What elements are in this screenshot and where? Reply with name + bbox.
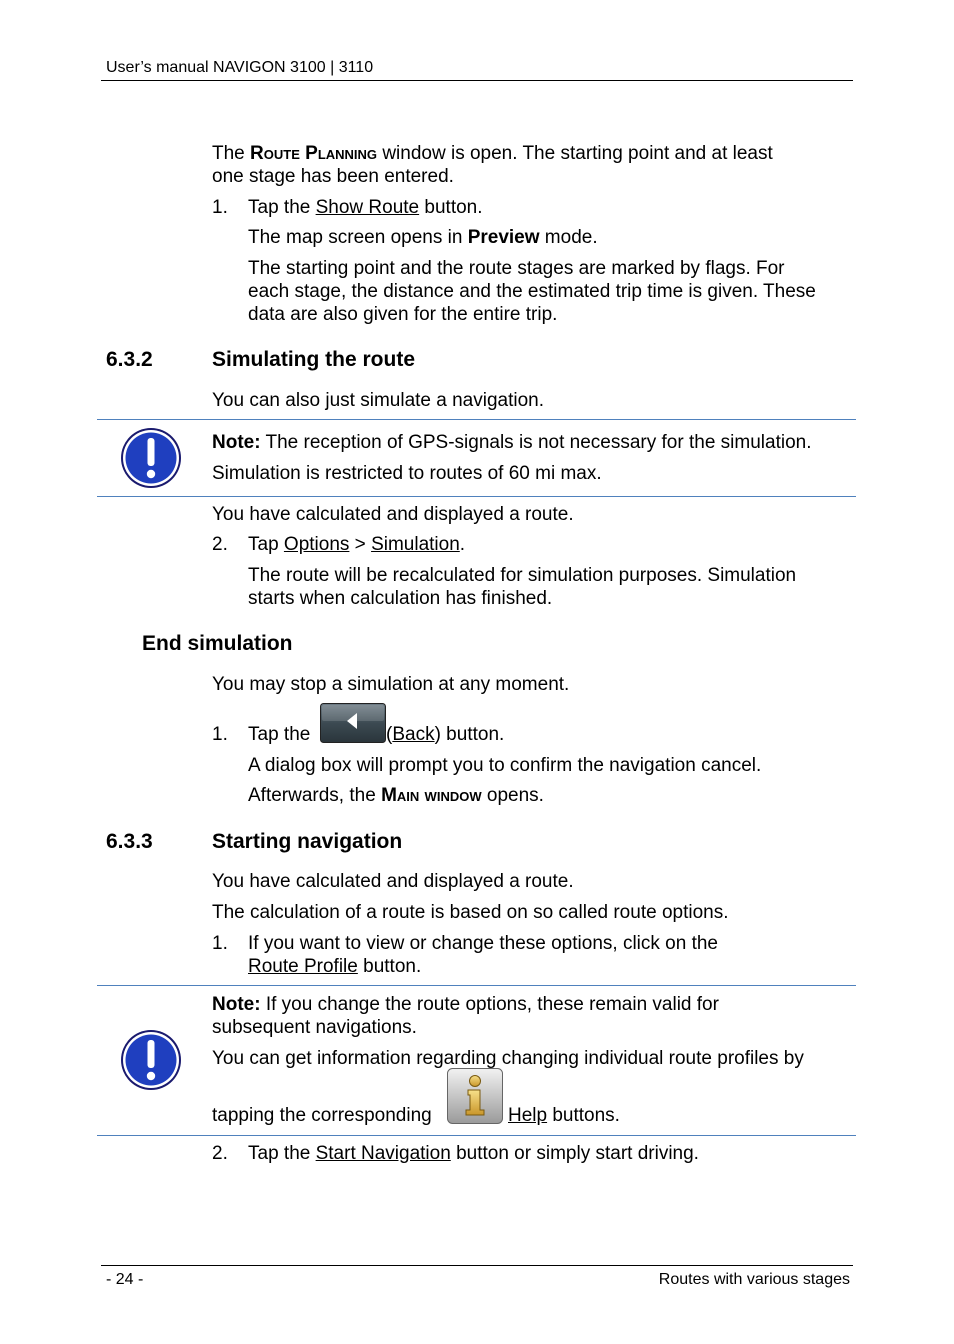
flags-line2: each stage, the distance and the estimated trip time is given. These <box>248 281 816 302</box>
note2-bottom-rule <box>97 1135 856 1136</box>
note2-line4-rest <box>508 1104 620 1127</box>
note1-top-rule <box>97 419 856 420</box>
nav-step2-pre: Tap the <box>248 1143 316 1164</box>
sim-step2-pre: Tap <box>248 534 284 555</box>
main-window-name: Main window <box>381 785 482 806</box>
back-link[interactable]: Back <box>392 724 435 745</box>
end-result2-pre: Afterwards, the <box>248 785 382 806</box>
note2-label: Note: <box>212 994 261 1015</box>
end-step1-rest <box>386 723 504 746</box>
note1-text: The reception of GPS-signals is not necessary for the simulation. <box>260 432 812 453</box>
exclamation-note-icon <box>120 427 182 489</box>
section-632-intro: You can also just simulate a navigation. <box>212 390 545 411</box>
section-633-number: 6.3.3 <box>106 830 153 853</box>
simulation-link[interactable]: Simulation <box>371 534 460 555</box>
sim-step2-sep: > <box>349 534 372 555</box>
intro-line2: one stage has been entered. <box>212 166 454 187</box>
section-632-number: 6.3.2 <box>106 348 153 371</box>
footer-rule <box>101 1265 853 1266</box>
sim-step2-text <box>248 533 465 556</box>
end-result2 <box>248 784 544 807</box>
note2-line1 <box>212 993 719 1016</box>
sim-step2-post: . <box>459 534 466 555</box>
flags-line1: The starting point and the route stages are marked by flags. For <box>248 258 785 279</box>
note2-text1: If you change the route options, these remain valid for <box>260 994 719 1015</box>
intro-line1-rest: window is open. The starting point and at least <box>377 143 773 164</box>
nav-step1-line1: If you want to view or change these options, click on the <box>248 933 718 954</box>
nav-step1-line2 <box>248 955 421 978</box>
note2-line4-post: buttons. <box>547 1105 620 1126</box>
flags-line3: data are also given for the entire trip. <box>248 304 558 325</box>
note1-bottom-rule <box>97 496 856 497</box>
exclamation-note-icon <box>120 1029 182 1091</box>
header-title: User’s manual NAVIGON 3100 | 3110 <box>106 59 374 76</box>
back-arrow-icon[interactable] <box>320 703 386 743</box>
footer-page-number: - 24 - <box>106 1271 144 1288</box>
start-navigation-link[interactable]: Start Navigation <box>315 1143 451 1164</box>
end-step1-pre: Tap the <box>248 724 311 745</box>
end-simulation-title: End simulation <box>142 632 293 655</box>
note1-label: Note: <box>212 432 261 453</box>
info-help-icon[interactable] <box>447 1068 503 1124</box>
nav-step2-post: button or simply start driving. <box>450 1143 699 1164</box>
section-632-title: Simulating the route <box>212 348 416 371</box>
nav-step1-post: button. <box>357 956 422 977</box>
preview-pre: The map screen opens in <box>248 227 468 248</box>
nav-step2-number: 2. <box>212 1143 228 1164</box>
preview-bold: Preview <box>467 227 540 248</box>
nav-step2-text <box>248 1142 699 1165</box>
sim-result-line2: starts when calculation has finished. <box>248 588 553 609</box>
note2-line3: You can get information regarding changing individual route profiles by <box>212 1048 804 1069</box>
end-simulation-intro: You may stop a simulation at any moment. <box>212 674 570 695</box>
sim-step2-number: 2. <box>212 534 228 555</box>
note2-top-rule <box>97 985 856 986</box>
preview-result <box>248 226 598 249</box>
options-link[interactable]: Options <box>283 534 350 555</box>
step1-number: 1. <box>212 197 228 218</box>
end-result2-post: opens. <box>481 785 544 806</box>
preview-post: mode. <box>539 227 598 248</box>
end-result1: A dialog box will prompt you to confirm the navigation cancel. <box>248 755 762 776</box>
note1-line1 <box>212 431 811 454</box>
end-step1-paren: ( <box>386 724 393 745</box>
route-profile-link[interactable]: Route Profile <box>248 956 358 977</box>
step1-text <box>248 196 483 219</box>
step1-post: button. <box>419 197 483 218</box>
sim-result-line1: The route will be recalculated for simulation purposes. Simulation <box>248 565 797 586</box>
note2-line2: subsequent navigations. <box>212 1017 417 1038</box>
header-rule <box>101 80 853 81</box>
intro-line1 <box>212 142 773 165</box>
section-632-precondition: You have calculated and displayed a route. <box>212 504 574 525</box>
end-step1-post: ) button. <box>434 724 505 745</box>
section-633-title: Starting navigation <box>212 830 403 853</box>
intro-the: The <box>212 143 245 164</box>
nav-step1-number: 1. <box>212 933 228 954</box>
route-planning-window-name: Route Planning <box>250 143 378 164</box>
section-633-line1: You have calculated and displayed a route. <box>212 871 574 892</box>
help-link[interactable]: Help <box>508 1105 548 1126</box>
end-step1-number: 1. <box>212 724 228 745</box>
note2-line4-pre: tapping the corresponding <box>212 1105 432 1126</box>
footer-chapter: Routes with various stages <box>658 1271 850 1288</box>
note1-line2: Simulation is restricted to routes of 60 mi max. <box>212 463 602 484</box>
step1-pre: Tap the <box>248 197 316 218</box>
show-route-link[interactable]: Show Route <box>315 197 420 218</box>
section-633-line2: The calculation of a route is based on so called route options. <box>212 902 729 923</box>
